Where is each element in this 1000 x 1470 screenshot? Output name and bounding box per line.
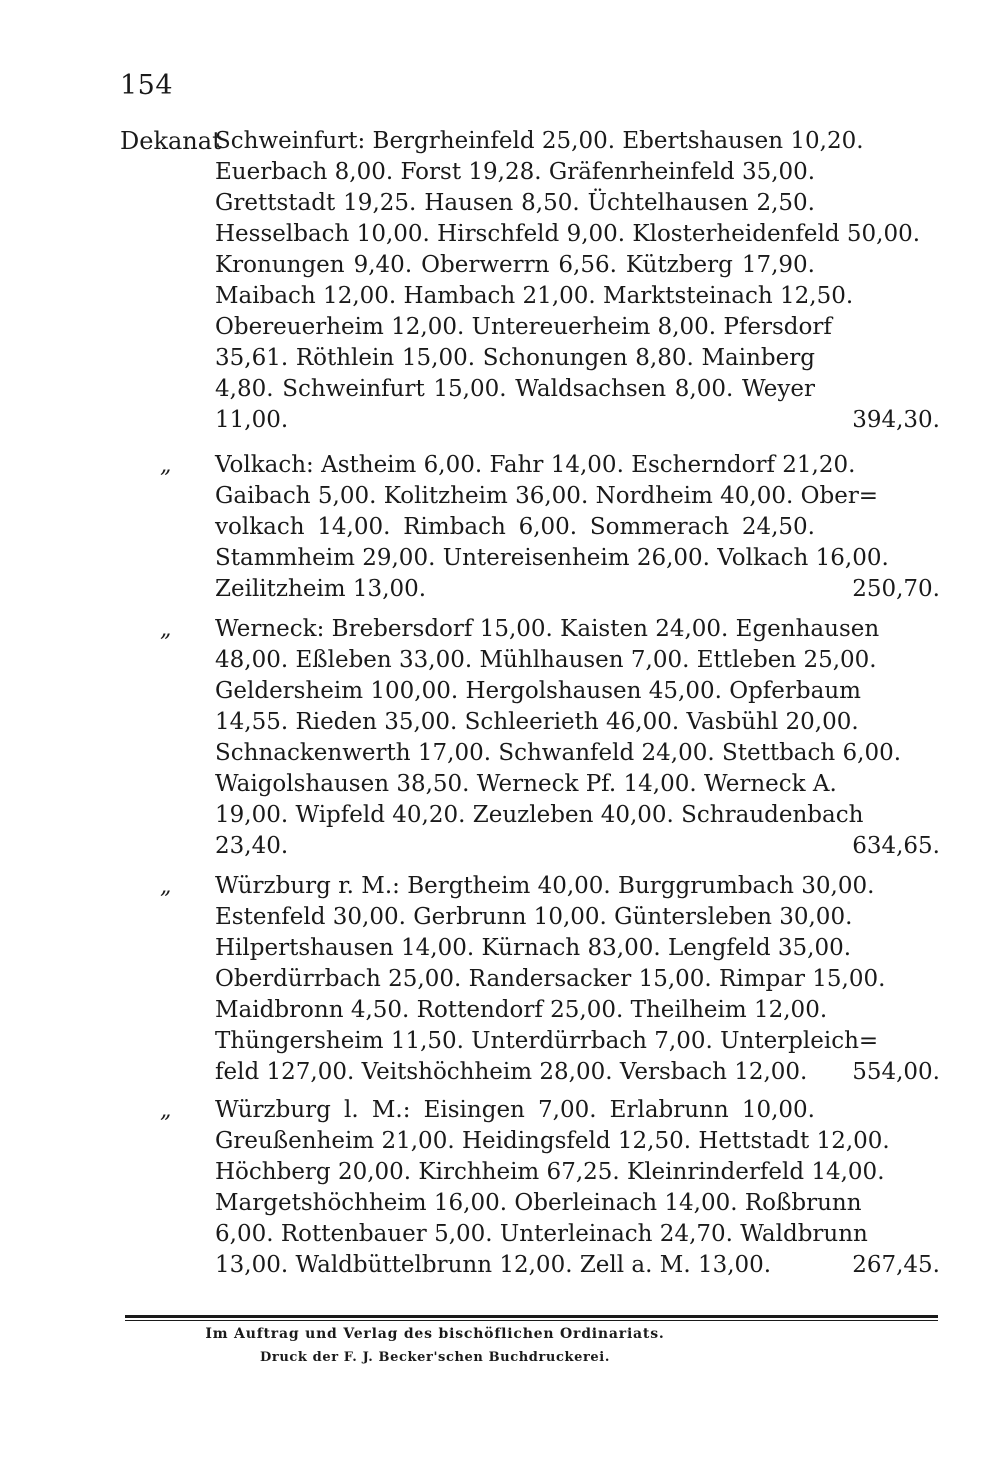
entry-line: Estenfeld 30,00. Gerbrunn 10,00. Güntersleben 30,00. xyxy=(215,904,853,930)
entry-line: 13,00. Waldbüttelbrunn 12,00. Zell a. M. 13,00. xyxy=(215,1252,772,1278)
entry-line: 19,00. Wipfeld 40,20. Zeuzleben 40,00. Schraudenbach xyxy=(215,802,864,828)
entry-line: Greußenheim 21,00. Heidingsfeld 12,50. Hettstadt 12,00. xyxy=(215,1128,890,1154)
entry-line: Werneck: Brebersdorf 15,00. Kaisten 24,00. Egenhausen xyxy=(215,616,880,642)
page-number: 154 xyxy=(120,70,174,101)
entry-total: 554,00. xyxy=(852,1059,940,1085)
entry-line: Hesselbach 10,00. Hirschfeld 9,00. Klosterheidenfeld 50,00. xyxy=(215,221,921,247)
entry-line: 11,00. xyxy=(215,407,289,433)
entry-line: Euerbach 8,00. Forst 19,28. Gräfenrheinfeld 35,00. xyxy=(215,159,816,185)
entry-line: Margetshöchheim 16,00. Oberleinach 14,00. Roßbrunn xyxy=(215,1190,862,1216)
entry-line: Würzburg l. M.: Eisingen 7,00. Erlabrunn 10,00. xyxy=(215,1097,815,1123)
ditto-mark: „ xyxy=(160,1098,172,1123)
entry-total: 250,70. xyxy=(852,576,940,602)
entry-line: Waigolshausen 38,50. Werneck Pf. 14,00. Werneck A. xyxy=(215,771,837,797)
entry-total: 267,45. xyxy=(852,1252,940,1278)
entry-line: volkach 14,00. Rimbach 6,00. Sommerach 24,50. xyxy=(215,514,815,540)
ditto-mark: „ xyxy=(160,453,172,478)
entry-line: Höchberg 20,00. Kirchheim 67,25. Kleinrinderfeld 14,00. xyxy=(215,1159,885,1185)
entry-line: Obereuerheim 12,00. Untereuerheim 8,00. Pfersdorf xyxy=(215,314,832,340)
entry-line: Schweinfurt: Bergrheinfeld 25,00. Ebertshausen 10,20. xyxy=(215,128,864,154)
entry-line: 48,00. Eßleben 33,00. Mühlhausen 7,00. Ettleben 25,00. xyxy=(215,647,877,673)
entry-line: 23,40. xyxy=(215,833,289,859)
footer-rule xyxy=(125,1315,938,1318)
entry-line: Thüngersheim 11,50. Unterdürrbach 7,00. Unterpleich= xyxy=(215,1028,879,1054)
imprint-printer: Druck der F. J. Becker'schen Buchdruckerei. xyxy=(260,1350,610,1365)
entry-line: 14,55. Rieden 35,00. Schleerieth 46,00. Vasbühl 20,00. xyxy=(215,709,859,735)
entry-line: Kronungen 9,40. Oberwerrn 6,56. Kützberg 17,90. xyxy=(215,252,815,278)
entry-line: Maidbronn 4,50. Rottendorf 25,00. Theilheim 12,00. xyxy=(215,997,828,1023)
dekanat-label: Dekanat xyxy=(120,127,222,155)
entry-line: Geldersheim 100,00. Hergolshausen 45,00. Opferbaum xyxy=(215,678,861,704)
entry-line: 35,61. Röthlein 15,00. Schonungen 8,80. Mainberg xyxy=(215,345,815,371)
entry-line: Schnackenwerth 17,00. Schwanfeld 24,00. Stettbach 6,00. xyxy=(215,740,902,766)
entry-line: Hilpertshausen 14,00. Kürnach 83,00. Lengfeld 35,00. xyxy=(215,935,852,961)
ditto-mark: „ xyxy=(160,617,172,642)
entry-line: 4,80. Schweinfurt 15,00. Waldsachsen 8,00. Weyer xyxy=(215,376,815,402)
footer-rule-thin xyxy=(125,1320,938,1321)
entry-line: Oberdürrbach 25,00. Randersacker 15,00. Rimpar 15,00. xyxy=(215,966,886,992)
entry-line: Maibach 12,00. Hambach 21,00. Marktsteinach 12,50. xyxy=(215,283,854,309)
imprint-publisher: Im Auftrag und Verlag des bischöflichen Ordinariats. xyxy=(205,1326,665,1342)
ditto-mark: „ xyxy=(160,874,172,899)
entry-line: feld 127,00. Veitshöchheim 28,00. Versbach 12,00. xyxy=(215,1059,808,1085)
entry-total: 634,65. xyxy=(852,833,940,859)
entry-line: Volkach: Astheim 6,00. Fahr 14,00. Escherndorf 21,20. xyxy=(215,452,856,478)
entry-line: Würzburg r. M.: Bergtheim 40,00. Burggrumbach 30,00. xyxy=(215,873,875,899)
entry-line: Gaibach 5,00. Kolitzheim 36,00. Nordheim 40,00. Ober= xyxy=(215,483,879,509)
entry-line: Zeilitzheim 13,00. xyxy=(215,576,427,602)
entry-line: Stammheim 29,00. Untereisenheim 26,00. Volkach 16,00. xyxy=(215,545,889,571)
entry-line: 6,00. Rottenbauer 5,00. Unterleinach 24,70. Waldbrunn xyxy=(215,1221,868,1247)
entry-total: 394,30. xyxy=(852,407,940,433)
entry-line: Grettstadt 19,25. Hausen 8,50. Üchtelhausen 2,50. xyxy=(215,190,815,216)
